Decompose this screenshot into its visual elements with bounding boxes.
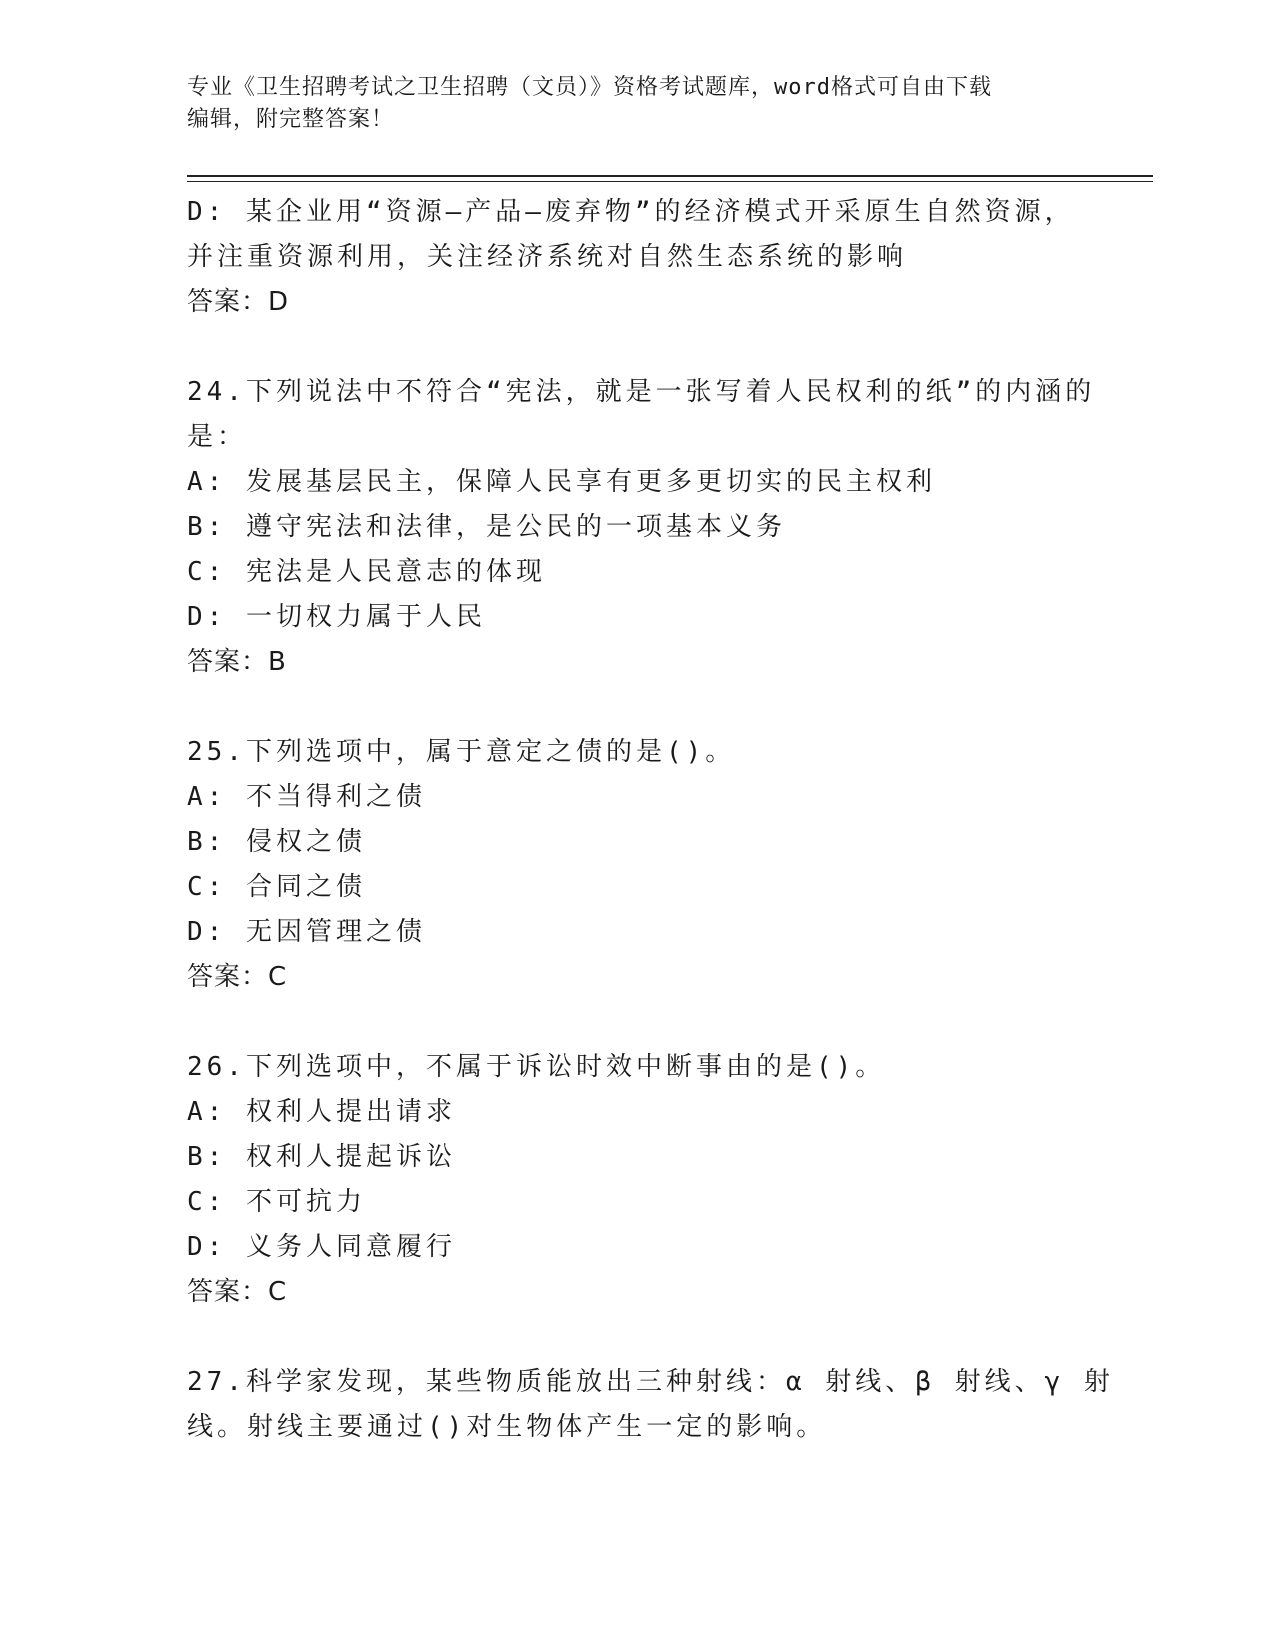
option-c: C: 合同之债 [187,872,366,902]
spacer [187,325,1087,370]
option-a: A: 不当得利之债 [187,782,426,812]
header-line-1: 专业《卫生招聘考试之卫生招聘（文员）》资格考试题库，word格式可自由下载 [187,75,992,100]
option-a: A: 权利人提出请求 [187,1097,456,1127]
question-stem: 26.下列选项中，不属于诉讼时效中断事由的是()。 [187,1052,886,1082]
question-23-fragment [187,190,1087,325]
header-divider-thick [187,175,1153,177]
spacer [187,1000,1087,1045]
question-27 [187,1360,1114,1450]
question-stem: 27.科学家发现，某些物质能放出三种射线：α 射线、β 射线、γ 射 [187,1367,1114,1397]
option-d-continued: 并注重资源利用，关注经济系统对自然生态系统的影响 [187,242,908,272]
option-b: B: 遵守宪法和法律，是公民的一项基本义务 [187,512,786,542]
question-stem-continued: 线。射线主要通过()对生物体产生一定的影响。 [187,1412,827,1442]
option-b: B: 侵权之债 [187,827,366,857]
document-header [187,72,1087,136]
question-stem: 24.下列说法中不符合“宪法，就是一张写着人民权利的纸”的内涵的 [187,377,1096,407]
option-d: D: 一切权力属于人民 [187,602,486,632]
answer: 答案：C [187,962,288,992]
header-divider-thin [187,181,1153,182]
question-stem: 25.下列选项中，属于意定之债的是()。 [187,737,736,767]
answer: 答案：D [187,287,290,317]
option-d: D: 义务人同意履行 [187,1232,456,1262]
option-d: D: 某企业用“资源—产品—废弃物”的经济模式开采原生自然资源， [187,197,1075,227]
option-d: D: 无因管理之债 [187,917,426,947]
question-25 [187,730,1087,1000]
question-stem-continued: 是： [187,422,248,452]
answer: 答案：B [187,647,287,677]
question-24 [187,370,1096,685]
answer: 答案：C [187,1277,288,1307]
question-list [187,190,1114,1450]
option-a: A: 发展基层民主，保障人民享有更多更切实的民主权利 [187,467,936,497]
spacer [187,685,1087,730]
question-26 [187,1045,1087,1315]
option-c: C: 宪法是人民意志的体现 [187,557,546,587]
spacer [187,1315,1087,1360]
option-b: B: 权利人提起诉讼 [187,1142,456,1172]
option-c: C: 不可抗力 [187,1187,366,1217]
header-line-2: 编辑，附完整答案！ [187,107,395,132]
